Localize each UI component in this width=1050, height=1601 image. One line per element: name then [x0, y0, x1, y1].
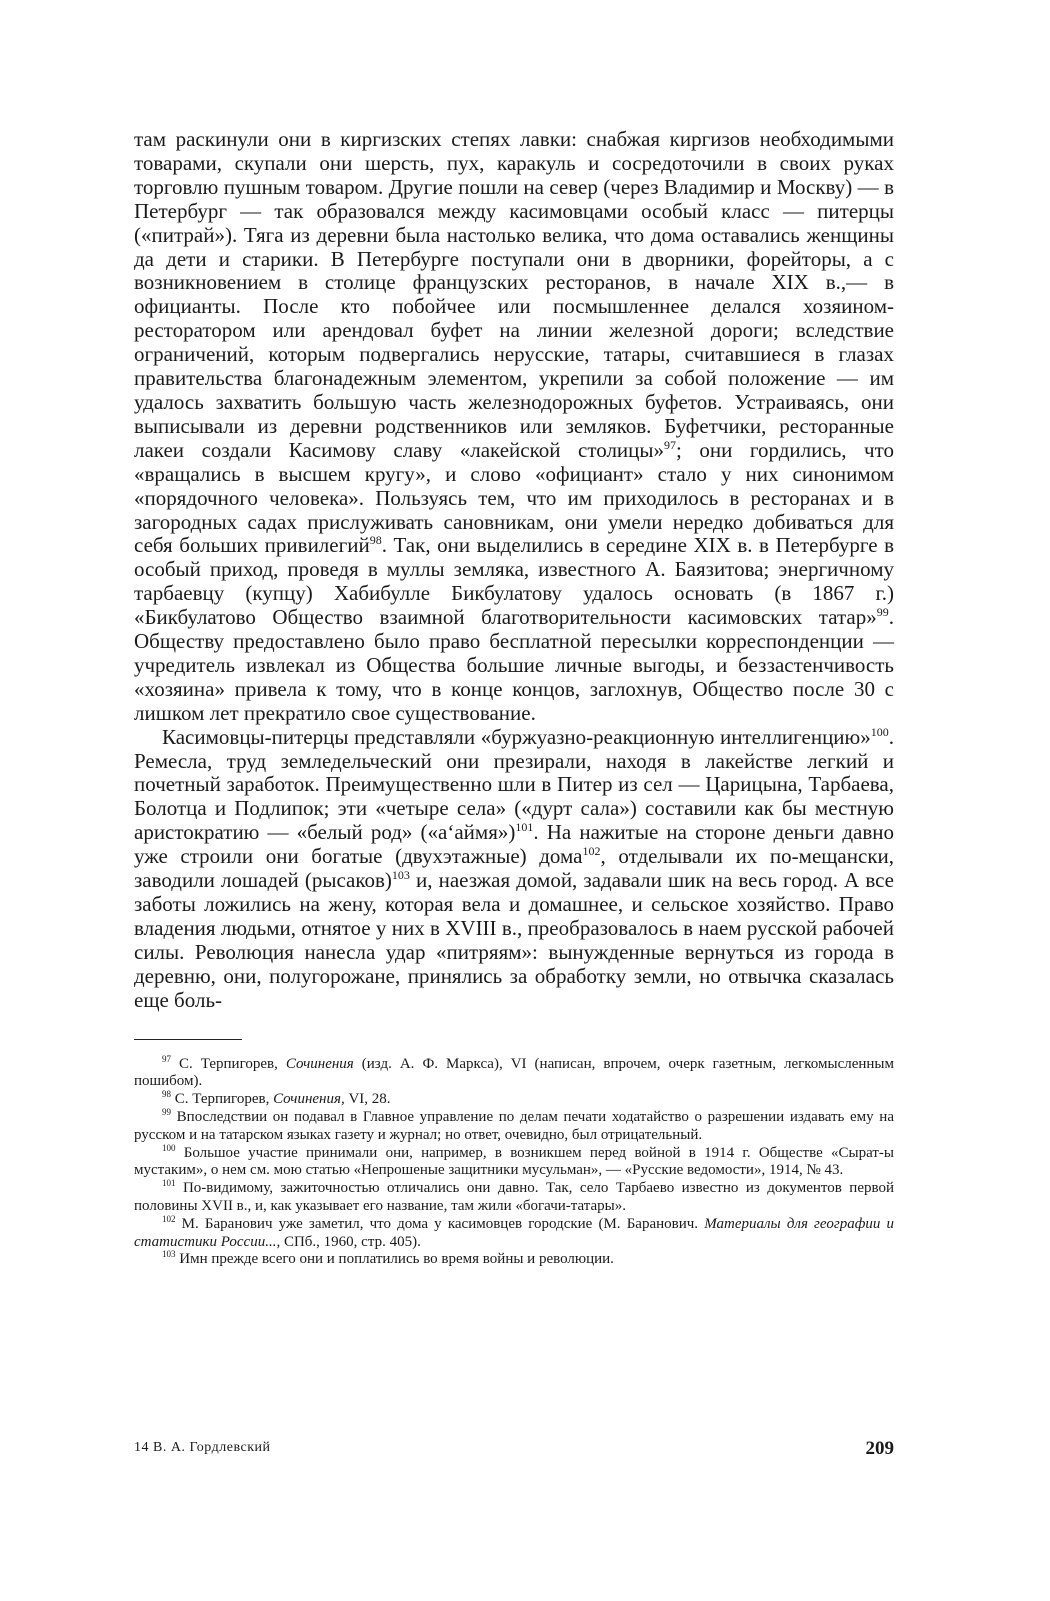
- footnote: [134, 1106, 894, 1145]
- footnote-number: 102: [162, 1213, 176, 1224]
- footnote-number: 101: [162, 1178, 176, 1189]
- paragraph-text: . Обществу предоставлено было право бесплатной пересылки корреспонденции — учредитель извлекал из Общества большие личные выгоды, и беззастенчивость «хозяина» привела к тому, что в конце концов, заглохнув, Общество после 30 с лишком лет прекратило свое существование.: [134, 605, 894, 725]
- footnote: [134, 1142, 894, 1181]
- footnote: [134, 1053, 895, 1092]
- page-footer: [134, 1440, 894, 1464]
- page-content: [134, 128, 894, 1269]
- footnote-reference: 99: [876, 605, 889, 620]
- paragraph-text: . На нажитые на стороне деньги давно уже строили они богатые (двухэтажные) дома: [134, 820, 894, 869]
- footnote-text: СПб., 1960, стр. 405).: [280, 1233, 421, 1250]
- printer-signature: 14 В. А. Гордлевский: [134, 1440, 271, 1455]
- footnote-number: 97: [162, 1053, 171, 1064]
- page-number: 209: [865, 1438, 894, 1459]
- footnote-reference: 103: [391, 868, 410, 883]
- footnote-divider: [134, 1039, 242, 1040]
- body-paragraph: [134, 726, 894, 1013]
- footnote-text: Большое участие принимали они, например, в возникшем перед войной в 1914 г. Обществе «Сырат-ы мустаким», о нем см. мою статью «Непрошеные защитники мусульман», — «Русские ведомости», 1914, № 43.: [134, 1144, 894, 1179]
- footnote-text: Материалы для географии и статистики России...,: [134, 1215, 895, 1250]
- footnote: [134, 1180, 894, 1216]
- paragraph-text: там раскинули они в киргизских степях лавки: снабжая киргизов необходимыми товарами, скупали они шерсть, пух, каракуль и сосредоточили в своих руках торговлю пушным товаром. Другие пошли на север (через Владимир и Москву) — в Петербург — так образовался между касимовцами особый класс — питерцы («питрай»). Тяга из деревни была настолько велика, что дома оставались женщины да дети и старики. В Петербурге поступали они в дворники, форейторы, а с возникновением в столице французских ресторанов, в начале XIX в.,— в официанты. После кто побойчее или посмышленнее делался хозяином-ресторатором или арендовал буфет на линии железной дороги; вследствие ограничений, которым подвергались нерусские, татары, считавшиеся в глазах правительства благонадежным элементом, укрепили за собой положение — им удалось захватить большую часть железнодорожных буфетов. Устраиваясь, они выписывали из деревни родственников или земляков. Буфетчики, ресторанные лакеи создали Касимову славу «лакейской столицы»: [134, 127, 894, 462]
- footnote-reference: 97: [664, 437, 677, 452]
- footnote: [134, 1213, 895, 1252]
- paragraph-text: . Ремесла, труд земледельческий они презирали, находя в лакействе легкий и почетный заработок. Преимущественно шли в Питер из сел — Царицына, Тарбаева, Болотца и Подлипок; эти «четыре села» («дурт сала») составили как бы местную аристократию — «белый род» («а‘аймя»): [134, 724, 894, 845]
- footnote-text: Сочинения,: [273, 1091, 345, 1108]
- footnote-text: Впоследствии он подавал в Главное управление по делам печати ходатайство о разрешении издавать ему на русском и на татарском языках газету и журнал; но ответ, очевидно, был отрицательный.: [134, 1108, 894, 1143]
- footnote-text: Имн прежде всего они и поплатились во время войны и революции.: [179, 1251, 614, 1268]
- footnote: [134, 1251, 894, 1269]
- paragraph-text: . Так, они выделились в середине XIX в. в Петербурге в особый приход, проведя в муллы земляка, известного А. Баязитова; энергичному тарбаевцу (купцу) Хабибулле Бикбулатову удалось основать (в 1867 г.) «Бикбулатово Общество взаимной благотворительности касимовских татар»: [134, 533, 894, 630]
- footnote-text: С. Терпигорев,: [174, 1091, 274, 1108]
- body-paragraph: [134, 128, 894, 726]
- footnote-reference: 98: [369, 533, 382, 548]
- footnote-text: VI, 28.: [344, 1091, 391, 1108]
- paragraph-text: ; они гордились, что «вращались в высшем кругу», и слово «официант» стало у них синонимом «порядочного человека». Пользуясь тем, что им приходилось в ресторанах и в загородных садах прислуживать сановникам, они умели нередко добиваться для себя больших привилегий: [134, 437, 895, 558]
- paragraph-text: , отделывали их по-мещански, заводили лошадей (рысаков): [134, 844, 895, 893]
- footnote-text: (изд. А. Ф. Маркса), VI (написан, впрочем, очерк газетным, легкомысленным пошибом).: [134, 1055, 895, 1090]
- footnote-text: Сочинения: [285, 1055, 354, 1072]
- footnotes: [134, 1053, 895, 1270]
- paragraph-text: и, наезжая домой, задавали шик на весь город. А все заботы ложились на жену, которая вела и домашнее, и сельское хозяйство. Право владения людьми, отнятое у них в XVIII в., преобразовалось в наем русской рабочей силы. Революция нанесла удар «питряям»: вынужденные вернуться из города в деревню, они, полугорожане, принялись за обработку земли, но отвычка сказалась еще боль-: [134, 868, 895, 1012]
- footnote: [134, 1091, 894, 1109]
- footnote-reference: 101: [515, 820, 534, 835]
- footnote-reference: 102: [582, 844, 601, 859]
- footnote-number: 98: [162, 1089, 171, 1100]
- paragraph-text: Касимовцы-питерцы представляли «буржуазно-реакционную интеллигенцию»: [162, 724, 871, 749]
- footnote-number: 99: [162, 1106, 171, 1117]
- footnote-text: По-видимому, зажиточностью отличались они давно. Так, село Тарбаево известно из документов первой половины XVII в., и, как указывает его название, там жили «богачи-татары».: [134, 1180, 894, 1214]
- footnote-text: М. Баранович уже заметил, что дома у касимовцев городские (М. Баранович.: [181, 1215, 705, 1232]
- footnote-number: 100: [162, 1142, 176, 1153]
- footnote-text: С. Терпигорев,: [179, 1055, 286, 1072]
- footnote-number: 103: [162, 1249, 176, 1260]
- body-text: [134, 128, 894, 1013]
- footnote-reference: 100: [870, 724, 889, 739]
